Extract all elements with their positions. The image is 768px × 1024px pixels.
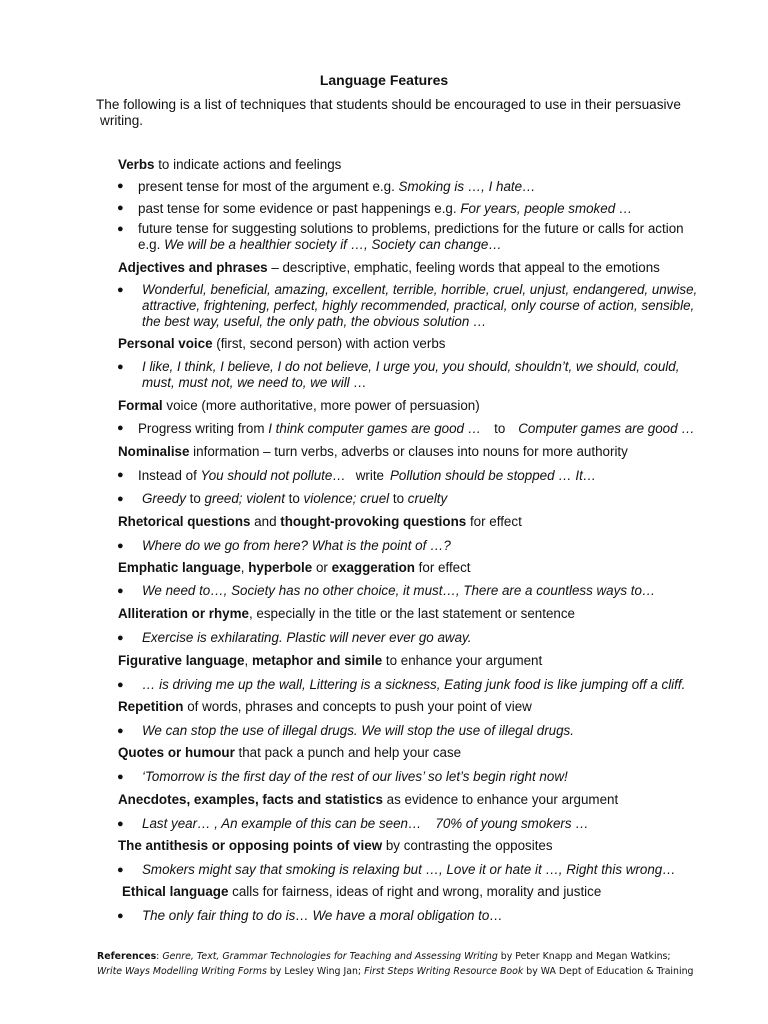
- list-item: Greedy to greed; violent to violence; cruel to cruelty: [142, 491, 448, 506]
- bullet-icon: ●: [117, 679, 124, 691]
- intro-paragraph: [96, 97, 716, 129]
- bullet-icon: ●: [117, 725, 124, 737]
- bullet-icon: ●: [117, 818, 124, 830]
- bullet-icon: ●: [117, 540, 124, 552]
- list-item: Where do we go from here? What is the point of …?: [142, 538, 451, 553]
- bullet-icon: ●: [117, 180, 124, 192]
- bullet-icon: ●: [117, 493, 124, 505]
- list-item: Smokers might say that smoking is relaxing but …, Love it or hate it …, Right this wrong…: [142, 862, 676, 877]
- bullet-icon: ●: [117, 284, 124, 296]
- list-item: Instead of You should not pollute… write Pollution should be stopped … It…: [138, 468, 597, 483]
- list-item: … is driving me up the wall, Littering is a sickness, Eating junk food is like jumping off a cliff.: [142, 677, 686, 692]
- section-heading-ethical: Ethical language calls for fairness, ideas of right and wrong, morality and justice: [122, 884, 602, 899]
- bullet-icon: ●: [117, 202, 124, 214]
- list-item: past tense for some evidence or past happenings e.g. For years, people smoked …: [138, 201, 633, 216]
- bullet-icon: ●: [117, 771, 124, 783]
- list-item: The only fair thing to do is… We have a moral obligation to…: [142, 908, 503, 923]
- intro-line-1: The following is a list of techniques that students should be encouraged to use in their persuasive: [96, 97, 681, 112]
- bullet-icon: ●: [117, 361, 124, 373]
- bullet-icon: ●: [117, 585, 124, 597]
- list-item: We can stop the use of illegal drugs. We will stop the use of illegal drugs.: [142, 723, 574, 738]
- section-heading-repetition: Repetition of words, phrases and concepts to push your point of view: [118, 699, 532, 714]
- section-heading-emphatic: Emphatic language, hyperbole or exaggeration for effect: [118, 560, 471, 575]
- bullet-icon: ●: [117, 864, 124, 876]
- list-item: ‘Tomorrow is the first day of the rest of our lives’ so let’s begin right now!: [142, 769, 568, 784]
- section-heading-figurative: Figurative language, metaphor and simile to enhance your argument: [118, 653, 543, 668]
- section-heading-verbs: Verbs to indicate actions and feelings: [118, 157, 342, 172]
- page-title: Language Features: [319, 72, 449, 88]
- section-heading-quotes: Quotes or humour that pack a punch and help your case: [118, 745, 462, 760]
- section-heading-antithesis: The antithesis or opposing points of view by contrasting the opposites: [118, 838, 553, 853]
- list-item: Exercise is exhilarating. Plastic will never ever go away.: [142, 630, 472, 645]
- list-item: present tense for most of the argument e.g. Smoking is …, I hate…: [138, 179, 536, 194]
- bullet-icon: ●: [117, 910, 124, 922]
- bullet-icon: ●: [117, 223, 124, 235]
- list-item: future tense for suggesting solutions to problems, predictions for the future or calls for action e.g. We will be a healthier society if …, Society can change…: [138, 221, 684, 252]
- bullet-icon: ●: [117, 422, 124, 434]
- section-heading-adjectives: Adjectives and phrases – descriptive, emphatic, feeling words that appeal to the emotions: [118, 260, 660, 275]
- list-item: I like, I think, I believe, I do not believe, I urge you, you should, shouldn’t, we should, could, must, must not, we need to, we will …: [142, 359, 680, 390]
- section-heading-nominalise: Nominalise information – turn verbs, adverbs or clauses into nouns for more authority: [118, 444, 628, 459]
- list-item: Wonderful, beneficial, amazing, excellent, terrible, horrible, cruel, unjust, endangered, unwise, attractive, frightening, perfect, highly recommended, practical, only course of action, sensible, the best way, useful, the only path, the obvious solution …: [142, 282, 698, 329]
- section-heading-personal-voice: Personal voice (first, second person) with action verbs: [118, 336, 446, 351]
- list-item: We need to…, Society has no other choice, it must…, There are a countless ways to…: [142, 583, 656, 598]
- section-heading-formal: Formal voice (more authoritative, more power of persuasion): [118, 398, 480, 413]
- bullet-icon: ●: [117, 632, 124, 644]
- references: References: Genre, Text, Grammar Technologies for Teaching and Assessing Writing by Peter Knapp and Megan Watkins; Write Ways Modelling Writing Forms by Lesley Wing Jan; First Steps Writing Resource Book by WA Dept of Education & Training: [97, 951, 694, 977]
- section-heading-anecdotes: Anecdotes, examples, facts and statistics as evidence to enhance your argument: [118, 792, 619, 807]
- list-item: Progress writing from I think computer games are good … to Computer games are good …: [138, 421, 695, 436]
- intro-line-2: writing.: [100, 113, 144, 128]
- list-item: Last year… , An example of this can be seen… 70% of young smokers …: [142, 816, 589, 831]
- bullet-icon: ●: [117, 469, 124, 481]
- section-heading-rhetorical: Rhetorical questions and thought-provoking questions for effect: [118, 514, 522, 529]
- section-heading-alliteration: Alliteration or rhyme, especially in the title or the last statement or sentence: [118, 606, 575, 621]
